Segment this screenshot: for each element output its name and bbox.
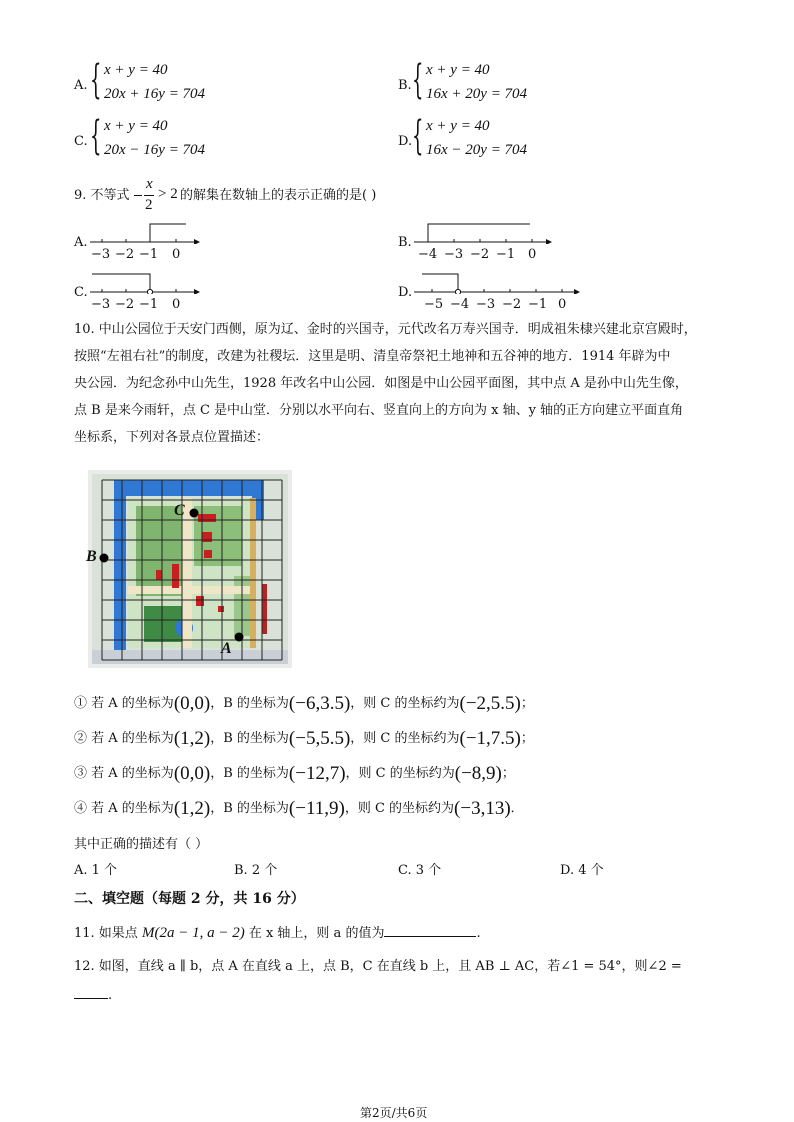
inequality-rhs: > 2 (158, 186, 178, 202)
tick-label: 0 (528, 247, 537, 262)
minus-sign (134, 195, 142, 196)
statement-number: ② (74, 731, 88, 746)
equation-1: x + y = 40 (104, 118, 168, 134)
tick-label: −2 (470, 247, 490, 262)
coordinate-b: (−6,3.5) (288, 693, 351, 714)
equation-1: x + y = 40 (426, 118, 490, 134)
statement-end: ； (501, 766, 515, 781)
coordinate-a: (1,2) (173, 728, 211, 749)
fraction-denominator: 2 (145, 197, 153, 213)
brace-icon: { (412, 113, 424, 159)
tick-label: −3 (91, 247, 111, 262)
statement-number: ④ (74, 801, 88, 816)
q9-question (74, 178, 474, 214)
equation-2: 20x + 16y = 704 (104, 86, 206, 102)
option-label: A. (74, 78, 88, 93)
coordinate-c: (−1,7.5) (459, 728, 521, 749)
brace-icon: { (90, 113, 102, 159)
paragraph-line: 央公园．为纪念孙中山先生，1928 年改名中山公园．如图是中山公园平面图，其中点 A 是孙中山先生像， (74, 376, 688, 391)
option-label: B. (398, 235, 412, 250)
q10-statement-3 (74, 762, 515, 788)
q10-statement-2 (74, 727, 534, 753)
q8-option-d (398, 113, 648, 166)
coordinate-c: (−8,9) (454, 763, 502, 784)
park-map-figure (84, 466, 296, 672)
statement-text: ，则 C 的坐标约为 (345, 766, 455, 781)
paragraph-line: 10. 中山公园位于天安门西侧，原为辽、金时的兴国寺，元代改名万寿兴国寺．明成祖朱棣兴建北京宫殿时， (74, 322, 697, 337)
coordinate-b: (−12,7) (288, 763, 346, 784)
tick-label: −1 (139, 247, 159, 262)
map-label-a: A (221, 640, 232, 657)
tick-label: −3 (476, 297, 496, 312)
q10-choices (74, 862, 714, 882)
q11-end: . (476, 926, 481, 941)
option-label: C. (74, 285, 88, 300)
tick-label: −1 (496, 247, 516, 262)
tick-label: −4 (450, 297, 470, 312)
option-label: B. (398, 78, 412, 93)
equation-1: x + y = 40 (104, 62, 168, 78)
equation-2: 16x − 20y = 704 (426, 142, 528, 158)
coordinate-a: (0,0) (173, 763, 211, 784)
answer-blank[interactable] (74, 986, 108, 999)
coordinate-b: (−11,9) (288, 798, 345, 819)
answer-blank[interactable] (384, 924, 476, 937)
q12-answer-line (74, 986, 112, 1003)
park-map (84, 466, 296, 672)
q9-option-b (398, 220, 568, 266)
q9-option-c (74, 268, 214, 314)
brace-icon: { (90, 57, 102, 103)
tick-label: −2 (115, 247, 135, 262)
coordinate-a: (1,2) (173, 798, 211, 819)
option-label: A. (74, 235, 88, 250)
equation-1: x + y = 40 (426, 62, 490, 78)
fraction-bar (144, 195, 154, 196)
section-title: 二、填空题（每题 2 分，共 16 分） (74, 891, 305, 907)
statement-number: ③ (74, 766, 88, 781)
tick-label: −4 (418, 247, 438, 262)
q10-statement-1 (74, 692, 534, 718)
statement-text: ，B 的坐标为 (210, 696, 289, 711)
fraction-numerator: x (146, 176, 153, 192)
q10-paragraph (74, 316, 794, 451)
tick-label: 0 (558, 297, 567, 312)
statement-text: 若 A 的坐标为 (91, 766, 174, 781)
choice-c: C. 3 个 (398, 863, 442, 878)
q11-mid: 在 x 轴上，则 a 的值为 (248, 926, 385, 941)
tick-label: −5 (424, 297, 444, 312)
paragraph-line: 按照“左祖右社”的制度，改建为社稷坛．这里是明、清皇帝祭祀土地神和五谷神的地方．1914 年辟为中 (74, 349, 671, 364)
tick-label: −3 (444, 247, 464, 262)
tick-label: −1 (528, 297, 548, 312)
q11-prefix: 11. 如果点 (74, 926, 138, 941)
choice-a: A. 1 个 (74, 863, 118, 878)
statement-text: 若 A 的坐标为 (91, 731, 174, 746)
q10-statement-4 (74, 797, 524, 823)
point-a-marker (235, 633, 244, 642)
statement-number: ① (74, 696, 88, 711)
statement-text: 若 A 的坐标为 (91, 696, 174, 711)
statement-end: ． (510, 801, 524, 816)
statement-text: ，B 的坐标为 (210, 801, 289, 816)
coordinate-b: (−5,5.5) (288, 728, 351, 749)
q11-question (74, 922, 481, 942)
tick-label: 0 (172, 247, 181, 262)
equation-2: 20x − 16y = 704 (104, 142, 206, 158)
statement-text: ，则 C 的坐标约为 (344, 801, 455, 816)
coordinate-c: (−2,5.5) (459, 693, 521, 714)
map-label-b: B (86, 548, 97, 565)
q9-option-a (74, 220, 214, 266)
point-m: M(2a − 1, a − 2) (141, 925, 245, 941)
statement-end: ； (520, 696, 534, 711)
q10-question: 其中正确的描述有（ ） (74, 837, 209, 852)
statement-text: ，B 的坐标为 (210, 731, 289, 746)
q8-option-a (74, 57, 324, 110)
equation-2: 16x + 20y = 704 (426, 86, 528, 102)
number-line-d (414, 268, 586, 294)
number-line-c (90, 268, 210, 294)
option-label: D. (398, 134, 413, 149)
q9-option-d (398, 268, 588, 314)
q12-line: 12. 如图，直线 a ∥ b，点 A 在直线 a 上，点 B，C 在直线 b 上，且 AB ⊥ AC，若∠1 = 54°，则∠2 = (74, 959, 682, 974)
tick-label: −2 (115, 297, 135, 312)
point-b-marker (100, 554, 109, 563)
brace-icon: { (412, 57, 424, 103)
option-label: C. (74, 134, 88, 149)
tick-label: −1 (139, 297, 159, 312)
statement-text: ，B 的坐标为 (210, 766, 289, 781)
point-c-marker (190, 509, 199, 518)
statement-end: ； (520, 731, 534, 746)
paragraph-line: 点 B 是来今雨轩，点 C 是中山堂．分别以水平向右、竖直向上的方向为 x 轴、y 轴的正方向建立平面直角 (74, 403, 684, 418)
q8-option-b (398, 57, 648, 110)
page-footer: 第2页/共6页 (360, 1106, 428, 1120)
q9-suffix: 的解集在数轴上的表示正确的是( ) (180, 188, 377, 203)
tick-label: −2 (502, 297, 522, 312)
tick-label: −3 (91, 297, 111, 312)
choice-b: B. 2 个 (234, 863, 278, 878)
tick-label: 0 (172, 297, 181, 312)
q8-option-c (74, 113, 324, 166)
statement-text: ，则 C 的坐标约为 (350, 731, 460, 746)
coordinate-a: (0,0) (173, 693, 211, 714)
q12-end: . (108, 988, 113, 1003)
statement-text: 若 A 的坐标为 (91, 801, 174, 816)
coordinate-c: (−3,13) (454, 798, 511, 819)
paragraph-line: 坐标系，下列对各景点位置描述： (74, 430, 270, 445)
number-line-a (90, 220, 210, 244)
number-line-b (414, 220, 558, 244)
q9-prefix: 9. 不等式 (74, 188, 130, 203)
statement-text: ，则 C 的坐标约为 (350, 696, 460, 711)
choice-d: D. 4 个 (560, 863, 604, 878)
option-label: D. (398, 285, 413, 300)
map-label-c: C (174, 502, 185, 519)
